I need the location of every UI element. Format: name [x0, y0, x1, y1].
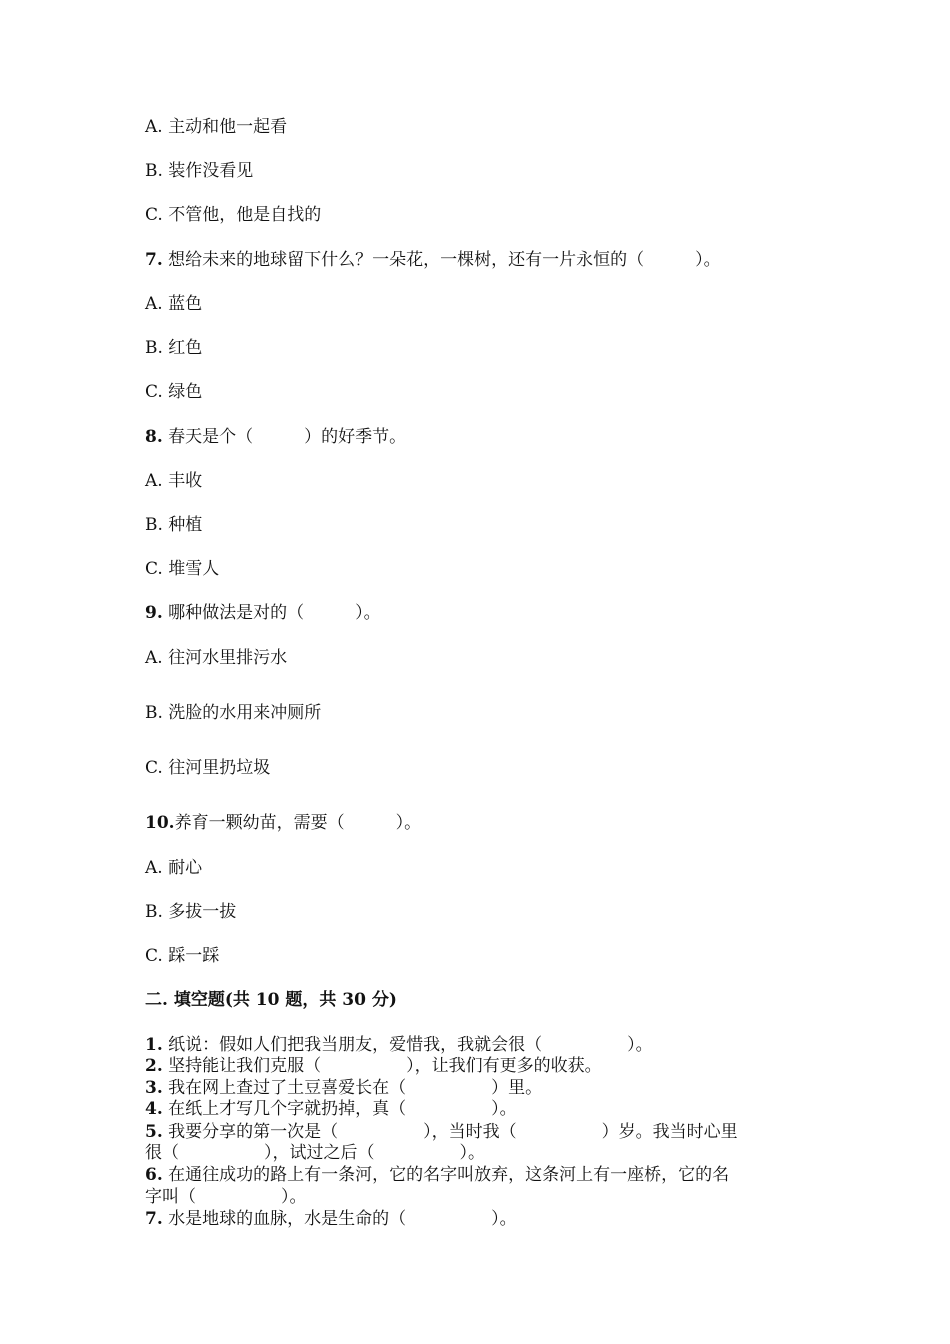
fill-q5-text: 我要分享的第一次是（ ），当时我（ ）岁。我当时心里 — [168, 1122, 738, 1142]
q10-text: 养育一颗幼苗，需要（ ）。 — [174, 813, 422, 833]
q9-question — [145, 603, 381, 623]
fill-q7 — [145, 1209, 517, 1229]
fill-q7-text: 水是地球的血脉，水是生命的（ ）。 — [168, 1209, 517, 1229]
q9-option-c: C. 往河里扔垃圾 — [145, 758, 271, 778]
fill-q3-text: 我在网上查过了土豆喜爱长在（ ）里。 — [168, 1078, 543, 1098]
fill-q4-number: 4. — [145, 1099, 163, 1119]
fill-q7-number: 7. — [145, 1209, 163, 1229]
q10-option-a: A. 耐心 — [145, 858, 203, 878]
q8-option-b: B. 种植 — [145, 515, 203, 535]
q10-number: 10. — [145, 813, 175, 833]
fill-q2-text: 坚持能让我们克服（ ），让我们有更多的收获。 — [168, 1056, 602, 1076]
fill-q2-number: 2. — [145, 1056, 163, 1076]
q10-question — [145, 813, 421, 833]
q7-number: 7. — [145, 250, 163, 270]
fill-q6-number: 6. — [145, 1165, 163, 1185]
q7-question — [145, 250, 721, 270]
q9-option-b: B. 洗脸的水用来冲厕所 — [145, 703, 322, 723]
fill-q1-number: 1. — [145, 1035, 163, 1055]
q9-number: 9. — [145, 603, 163, 623]
q7-option-c: C. 绿色 — [145, 382, 203, 402]
section-2-title: 二. 填空题(共 10 题，共 30 分) — [145, 990, 397, 1010]
fill-q4-text: 在纸上才写几个字就扔掉，真（ ）。 — [168, 1099, 517, 1119]
fill-q3-number: 3. — [145, 1078, 163, 1098]
q9-text: 哪种做法是对的（ ）。 — [168, 603, 381, 623]
fill-q1-text: 纸说：假如人们把我当朋友，爱惜我，我就会很（ ）。 — [168, 1035, 653, 1055]
fill-q4 — [145, 1099, 517, 1119]
q8-option-c: C. 堆雪人 — [145, 559, 220, 579]
q8-option-a: A. 丰收 — [145, 471, 203, 491]
fill-q6-continued — [145, 1187, 307, 1207]
q6-option-b: B. 装作没看见 — [145, 161, 254, 181]
q8-text: 春天是个（ ）的好季节。 — [168, 427, 407, 447]
fill-q5-number: 5. — [145, 1122, 163, 1142]
q8-number: 8. — [145, 427, 163, 447]
fill-q6 — [145, 1165, 729, 1185]
q9-option-a: A. 往河水里排污水 — [145, 648, 288, 668]
fill-q5-text-cont: 很（ ），试过之后（ ）。 — [145, 1143, 485, 1163]
q6-option-a: A. 主动和他一起看 — [145, 117, 288, 137]
q6-option-c: C. 不管他，他是自找的 — [145, 205, 322, 225]
fill-q1 — [145, 1035, 653, 1055]
q10-option-c: C. 踩一踩 — [145, 946, 220, 966]
q7-option-a: A. 蓝色 — [145, 294, 203, 314]
fill-q3 — [145, 1078, 542, 1098]
q7-option-b: B. 红色 — [145, 338, 203, 358]
q8-question — [145, 427, 406, 447]
fill-q6-text-cont: 字叫（ ）。 — [145, 1187, 307, 1207]
fill-q6-text: 在通往成功的路上有一条河，它的名字叫放弃，这条河上有一座桥，它的名 — [168, 1165, 730, 1185]
q7-text: 想给未来的地球留下什么？一朵花，一棵树，还有一片永恒的（ ）。 — [168, 250, 721, 270]
fill-q2 — [145, 1056, 602, 1076]
fill-q5 — [145, 1122, 738, 1142]
q10-option-b: B. 多拔一拔 — [145, 902, 237, 922]
fill-q5-continued — [145, 1143, 485, 1163]
